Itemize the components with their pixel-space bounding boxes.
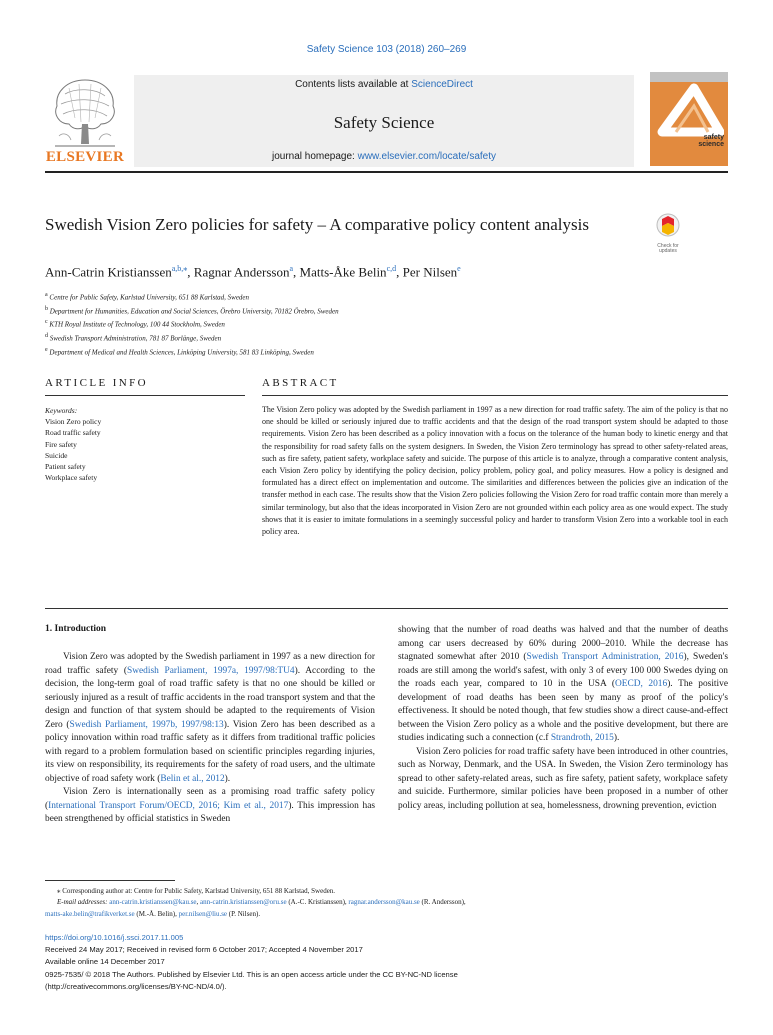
- citation-link[interactable]: Swedish Parliament, 1997b, 1997/98:13: [69, 719, 224, 730]
- article-info-heading: ARTICLE INFO: [45, 377, 148, 389]
- footnote-divider: [45, 880, 175, 881]
- keyword-item: Workplace safety: [45, 473, 98, 483]
- citation-link[interactable]: International Transport Forum/OECD, 2016; Kim et al., 2017: [48, 800, 289, 811]
- author-name[interactable]: Matts-Åke Belin: [299, 264, 387, 280]
- publication-info: [45, 932, 728, 993]
- body-paragraph: [398, 624, 728, 746]
- abstract-heading: ABSTRACT: [262, 377, 339, 389]
- citation-link[interactable]: Swedish Transport Administration, 2016: [526, 652, 684, 662]
- keyword-item: Vision Zero policy: [45, 417, 102, 427]
- cover-label: safety science: [698, 134, 724, 148]
- affiliation-item: [45, 304, 725, 318]
- email-link[interactable]: ann-catrin.kristianssen@kau.se: [109, 898, 197, 907]
- body-text: ), Sweden's roads are still among the world's safest, with only 3 of every 100 000 Swedes dying on the roads each year, compared to 10 in the USA (: [398, 652, 728, 689]
- body-text: ). The positive development of road deaths has been seen by many as proof of the policy's effectiveness. It should be noted though, that few studies show a direct cause-and-effect between the Vision Zero policy as a whole and the positive development, but there are studies indicating such a connection (c.f: [398, 679, 728, 743]
- affiliation-item: [45, 331, 725, 345]
- email-link[interactable]: ann-catrin.kristianssen@oru.se: [200, 898, 287, 907]
- journal-reference[interactable]: Safety Science 103 (2018) 260–269: [306, 44, 467, 55]
- body-text: Vision Zero was adopted by the Swedish parliament in 1997 as a new direction for road traffic safety (: [45, 652, 375, 676]
- journal-masthead: [134, 75, 634, 167]
- keyword-item: Fire safety: [45, 439, 77, 449]
- citation-link[interactable]: OECD, 2016: [614, 679, 668, 689]
- affiliation-marker: c: [45, 319, 48, 326]
- homepage-link[interactable]: www.elsevier.com/locate/safety: [357, 151, 496, 162]
- body-column-left: [45, 651, 375, 827]
- article-info-divider: [45, 395, 245, 396]
- affiliation-text: Department for Humanities, Education and Social Sciences, Örebro University, 70182 Örebro, Sweden: [49, 307, 339, 316]
- email-link[interactable]: per.nilsen@liu.se: [178, 909, 228, 918]
- elsevier-wordmark: ELSEVIER: [45, 149, 125, 165]
- email-owner: (M.-Å. Belin),: [134, 909, 179, 918]
- cover-triangle-icon: [654, 80, 724, 140]
- affiliation-text: Centre for Public Safety, Karlstad University, 651 88 Karlstad, Sweden: [49, 293, 250, 302]
- body-paragraph: [45, 651, 375, 786]
- author-name[interactable]: Per Nilsen: [402, 264, 458, 280]
- keyword-item: Patient safety: [45, 462, 86, 472]
- online-date: Available online 14 December 2017: [45, 957, 165, 967]
- affiliation-marker: b: [45, 305, 48, 312]
- elsevier-logo: [45, 74, 125, 166]
- body-text: ).: [613, 733, 620, 743]
- email-link[interactable]: ragnar.andersson@kau.se: [348, 898, 420, 907]
- affiliation-marker: d: [45, 333, 48, 340]
- doi-link[interactable]: https://doi.org/10.1016/j.ssci.2017.11.005: [45, 933, 184, 942]
- keyword-item: Suicide: [45, 450, 68, 460]
- body-divider: [45, 608, 728, 609]
- body-text: Vision Zero is internationally seen as a promising road traffic safety policy (: [45, 787, 375, 811]
- author-affiliation-marker[interactable]: a: [289, 264, 294, 273]
- affiliation-marker: a: [45, 292, 48, 298]
- body-paragraph: Vision Zero policies for road traffic safety have been introduced in other countries, such as Norway, Denmark, and the USA. In Sweden, the Vision Zero terminology has spread to other safety-related areas, such as fire safety, patient safety, workplace safety and suicide. Furthermore, similar policies have been proposed in a number of other policy areas, including pollution at sea, homelessness, drowning prevention, eviction: [398, 746, 728, 811]
- license-url[interactable]: (http://creativecommons.org/licenses/BY-NC-ND/4.0/).: [45, 981, 227, 991]
- email-owner: (R. Andersson),: [419, 898, 466, 907]
- homepage-prefix: journal homepage:: [271, 151, 358, 162]
- abstract-text: The Vision Zero policy was adopted by the Swedish parliament in 1997 as a new direction for road traffic safety. The aim of the policy is that no one should be killed or seriously injured due to traffic accidents and that the design of the road transport system should be adapted to those requirements. Vision Zero has been described as a policy innovation with a focus on the tolerance of the human body to kinetic energy and that the responsibility for road safety falls on the system designers. In Sweden, the Vision Zero terminology has spread to other safety-related areas, such as fire safety, patient safety, workplace safety and suicide. The purpose of this article is to analyze, through a comparative content analysis, each Vision Zero policy by identifying the policy decision, policy problem, policy goal, and policy measures. How a policy is designed and formulated has a direct effect on implementation and outcome. The similarities and differences between the policies give an indication of the transfer method in each case. The results show that the Vision Zero policies following the Vision Zero for road traffic contain more than merely a similar terminology, but also that the ideas incorporated in Vision Zero are not grounded within each policy area as one would expect. The study shows that it is easier to imitate formulations in a seemingly successful policy and harder to transform Vision Zero into a workable tool in each policy area.: [262, 405, 728, 537]
- body-text: showing that the number of road deaths was halved and that the number of deaths among car users decreased by 60% during 2000–2010. While the decrease has stagnated somewhat after 2010 (: [398, 625, 728, 662]
- affiliation-text: Department of Medical and Health Sciences, Linköping University, 581 83 Linköping, Sweden: [49, 348, 314, 357]
- body-text: ). This impression has been strengthened by official statistics in Sweden: [45, 800, 376, 824]
- affiliation-marker: e: [45, 346, 48, 353]
- author-affiliation-marker[interactable]: a,b,⁎: [171, 264, 188, 273]
- keyword-item: Road traffic safety: [45, 428, 101, 438]
- footnotes: [45, 886, 728, 920]
- received-dates: Received 24 May 2017; Received in revised form 6 October 2017; Accepted 4 November 2017: [45, 945, 363, 955]
- citation-link[interactable]: Strandroth, 2015: [550, 733, 614, 743]
- corresponding-author-note: ⁎ Corresponding author at: Centre for Public Safety, Karlstad University, 651 88 Karlstad, Sweden.: [57, 887, 336, 895]
- affiliation-text: KTH Royal Institute of Technology, 100 44 Stockholm, Sweden: [49, 320, 225, 329]
- affiliation-list: [45, 290, 725, 359]
- email-label: E-mail addresses:: [57, 898, 110, 907]
- body-text: ). Vision Zero has been described as a policy innovation within road traffic safety as it differs from traditional traffic policies with regard to a problem formulation based on scientific principles regarding injuries, its view on responsibility, its requirements for the safety of road users, and the ultimate objective of road safety work (: [45, 719, 375, 784]
- affiliation-item: [45, 290, 725, 304]
- license-text: 0925-7535/ © 2018 The Authors. Published by Elsevier Ltd. This is an open access article under the CC BY-NC-ND license: [45, 969, 458, 979]
- section-heading-introduction: 1. Introduction: [45, 624, 107, 634]
- author-affiliation-marker[interactable]: e: [457, 264, 461, 273]
- keywords-label: Keywords:: [45, 406, 78, 415]
- sciencedirect-link[interactable]: ScienceDirect: [411, 79, 473, 90]
- affiliation-item: [45, 345, 725, 359]
- journal-homepage: [134, 151, 634, 162]
- email-owner: (A.-C. Kristianssen),: [286, 898, 349, 907]
- affiliation-text: Swedish Transport Administration, 781 87 Borlänge, Sweden: [49, 334, 222, 343]
- header-divider: [45, 171, 728, 173]
- author-list: Ann-Catrin Kristianssen$^{a,b,⁎}$, Ragnar Andersson$^a$, Matts-Åke Belin$^{c,d}$, Per Nilsen$^e$: [45, 264, 461, 280]
- contents-line: [134, 79, 634, 90]
- abstract-divider: [262, 395, 728, 396]
- keywords-block: [45, 405, 245, 483]
- check-updates-icon: [656, 213, 680, 239]
- email-addresses-cont: [45, 909, 728, 920]
- journal-cover-image[interactable]: [650, 72, 728, 166]
- citation-link[interactable]: Belin et al., 2012: [160, 773, 225, 784]
- body-text: ). According to the decision, the long-term goal of road traffic safety is that no one should be killed or seriously injured as a result of traffic accidents in the road transport system and that the design and function of that system should be adapted to the requirements of Vision Zero (: [45, 665, 375, 730]
- body-paragraph: [45, 786, 375, 827]
- body-column-right: [398, 624, 728, 813]
- affiliation-item: [45, 317, 725, 331]
- author-name[interactable]: Ann-Catrin Kristianssen: [45, 264, 172, 280]
- body-text: ).: [224, 773, 231, 784]
- elsevier-tree-icon: [45, 74, 125, 150]
- check-for-updates-badge[interactable]: [648, 213, 688, 253]
- email-owner: (P. Nilsen).: [227, 909, 261, 918]
- contents-prefix: Contents lists available at: [295, 79, 412, 90]
- check-updates-label: Check for updates: [657, 243, 679, 254]
- author-affiliation-marker[interactable]: c,d: [386, 264, 397, 273]
- citation-link[interactable]: Swedish Parliament, 1997a, 1997/98:TU4: [127, 665, 295, 676]
- email-addresses: E-mail addresses: ann-catrin.kristianssen@kau.se, ann-catrin.kristianssen@oru.se (A.-C. Kristianssen), ragnar.andersson@kau.se (R. Andersson),: [57, 898, 466, 907]
- author-name[interactable]: Ragnar Andersson: [193, 264, 290, 280]
- article-title: Swedish Vision Zero policies for safety – A comparative policy content analysis: [45, 215, 589, 234]
- journal-title: Safety Science: [333, 113, 435, 132]
- email-link[interactable]: matts-ake.belin@trafikverket.se: [45, 909, 135, 918]
